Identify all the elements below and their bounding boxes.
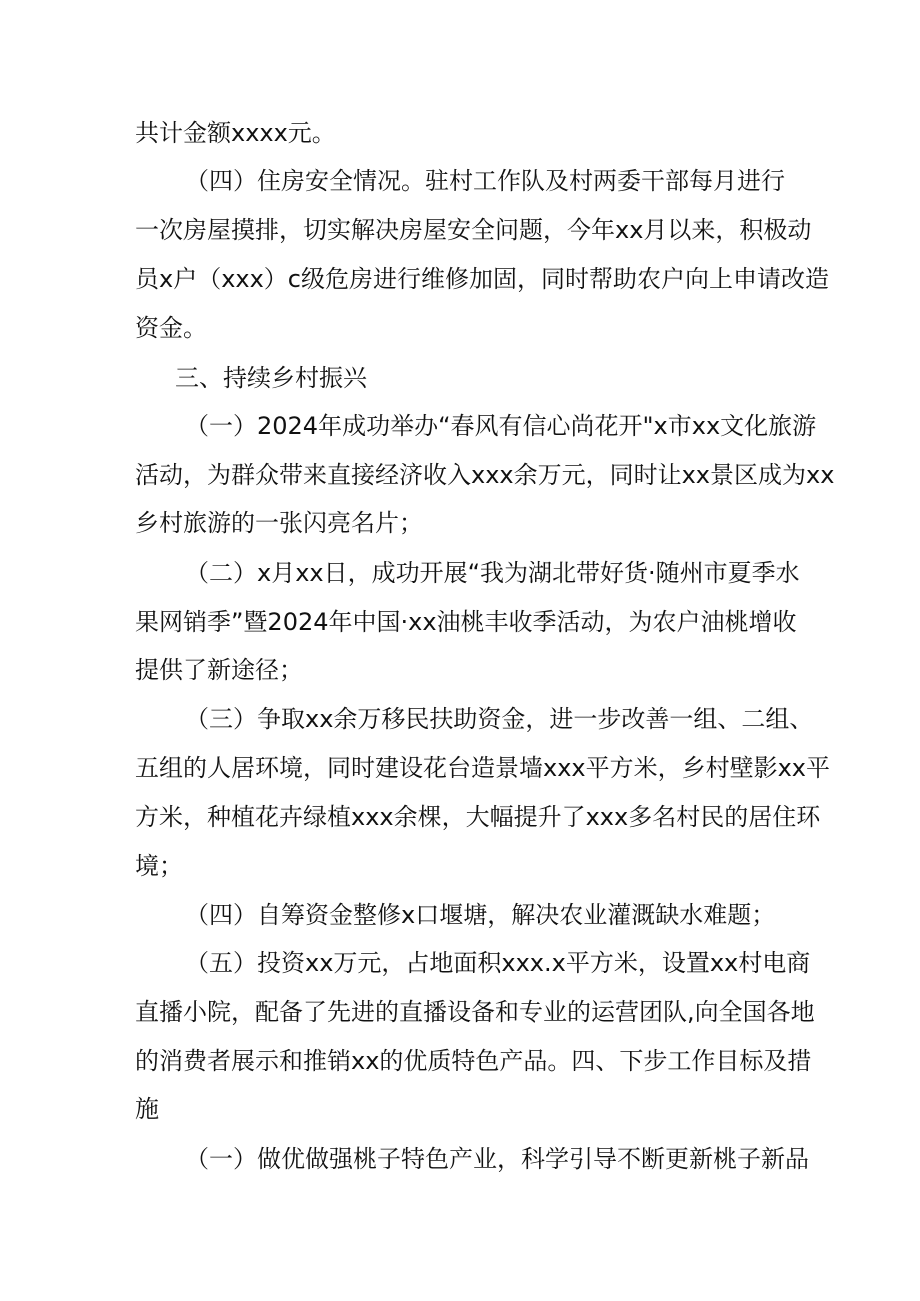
- text-line: （二）x月xx日，成功开展“我为湖北带好货·随州市夏季水: [185, 559, 800, 587]
- text-line: （一）2024年成功举办“春风有信心尚花开"x市xx文化旅游: [185, 412, 817, 440]
- text-line: 活动，为群众带来直接经济收入xxx余万元，同时让xx景区成为xx: [135, 461, 835, 489]
- text-line: 共计金额xxxx元。: [135, 119, 336, 147]
- text-line: 直播小院，配备了先进的直播设备和专业的运营团队,向全国各地: [135, 998, 815, 1026]
- text-line: 员x户（xxx）c级危房进行维修加固，同时帮助农户向上申请改造: [135, 265, 830, 293]
- text-line: （三）争取xx余万移民扶助资金，进一步改善一组、二组、: [185, 705, 814, 733]
- text-line: （一）做优做强桃子特色产业，科学引导不断更新桃子新品: [185, 1145, 809, 1173]
- text-line: 一次房屋摸排，切实解决房屋安全问题，今年xx月以来，积极动: [135, 216, 812, 244]
- text-line: （四）住房安全情况。驻村工作队及村两委干部每月进行: [185, 167, 785, 195]
- text-line: 方米，种植花卉绿植xxx余棵，大幅提升了xxx多名村民的居住环: [135, 803, 821, 831]
- text-line: （五）投资xx万元，占地面积xxx.x平方米，设置xx村电商: [185, 949, 811, 977]
- text-line: 境；: [135, 852, 183, 880]
- text-line: 五组的人居环境，同时建设花台造景墙xxx平方米，乡村壁影xx平: [135, 754, 831, 782]
- text-line: （四）自筹资金整修x口堰塘，解决农业灌溉缺水难题；: [185, 901, 776, 929]
- text-line: 的消费者展示和推销xx的优质特色产品。四、下步工作目标及措: [135, 1047, 812, 1075]
- text-line: 资金。: [135, 314, 207, 342]
- text-line: 施: [135, 1095, 159, 1123]
- text-line: 提供了新途径；: [135, 656, 303, 684]
- text-line: 果网销季”暨2024年中国·xx油桃丰收季活动，为农户油桃增收: [135, 608, 797, 636]
- section-heading: 三、持续乡村振兴: [175, 364, 367, 392]
- text-line: 乡村旅游的一张闪亮名片；: [135, 509, 423, 537]
